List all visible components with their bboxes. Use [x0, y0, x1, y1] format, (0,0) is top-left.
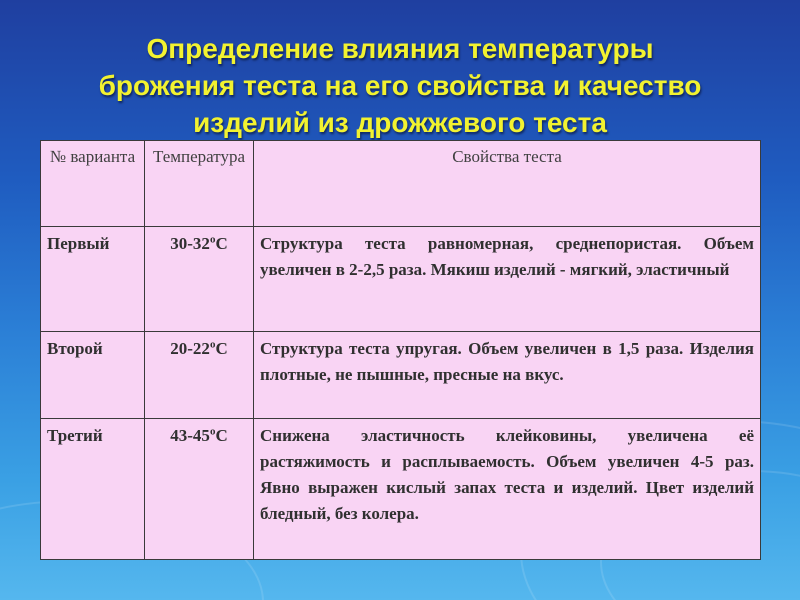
description-cell: Структура теста упругая. Объем увеличен в 1,5 раза. Изделия плотные, не пышные, пресные на вкус. [254, 332, 761, 419]
temperature-unit: С [215, 426, 228, 445]
temperature-unit: С [215, 234, 228, 253]
temperature-cell [145, 419, 254, 560]
description-cell: Структура теста равномерная, среднепористая. Объем увеличен в 2-2,5 раза. Мякиш изделий - мягкий, эластичный [254, 227, 761, 332]
temperature-range: 30-32 [170, 234, 210, 253]
degree-mark: о [209, 425, 216, 438]
temperature-cell [145, 227, 254, 332]
table-row [41, 227, 761, 332]
temperature-range: 20-22 [170, 339, 210, 358]
description-cell: Снижена эластичность клейковины, увеличена её растяжимость и расплываемость. Объем увеличен 4-5 раз. Явно выражен кислый запах теста и изделий. Цвет изделий бледный, без колера. [254, 419, 761, 560]
title-line-2: брожения теста на его свойства и качество [98, 70, 702, 101]
table-header-row [41, 141, 761, 227]
title-line-3: изделий из дрожжевого теста [193, 107, 607, 138]
header-temperature: Температура [145, 141, 254, 227]
table-row [41, 419, 761, 560]
slide-title [20, 30, 780, 141]
temperature-unit: С [215, 339, 228, 358]
variant-cell: Первый [41, 227, 145, 332]
temperature-cell [145, 332, 254, 419]
degree-mark: о [209, 338, 216, 351]
variant-cell: Третий [41, 419, 145, 560]
properties-table [40, 140, 761, 560]
header-dough-properties: Свойства теста [254, 141, 761, 227]
variant-cell: Второй [41, 332, 145, 419]
temperature-range: 43-45 [170, 426, 210, 445]
header-variant-number: № варианта [41, 141, 145, 227]
table-row [41, 332, 761, 419]
degree-mark: о [209, 233, 216, 246]
title-line-1: Определение влияния температуры [146, 33, 654, 64]
